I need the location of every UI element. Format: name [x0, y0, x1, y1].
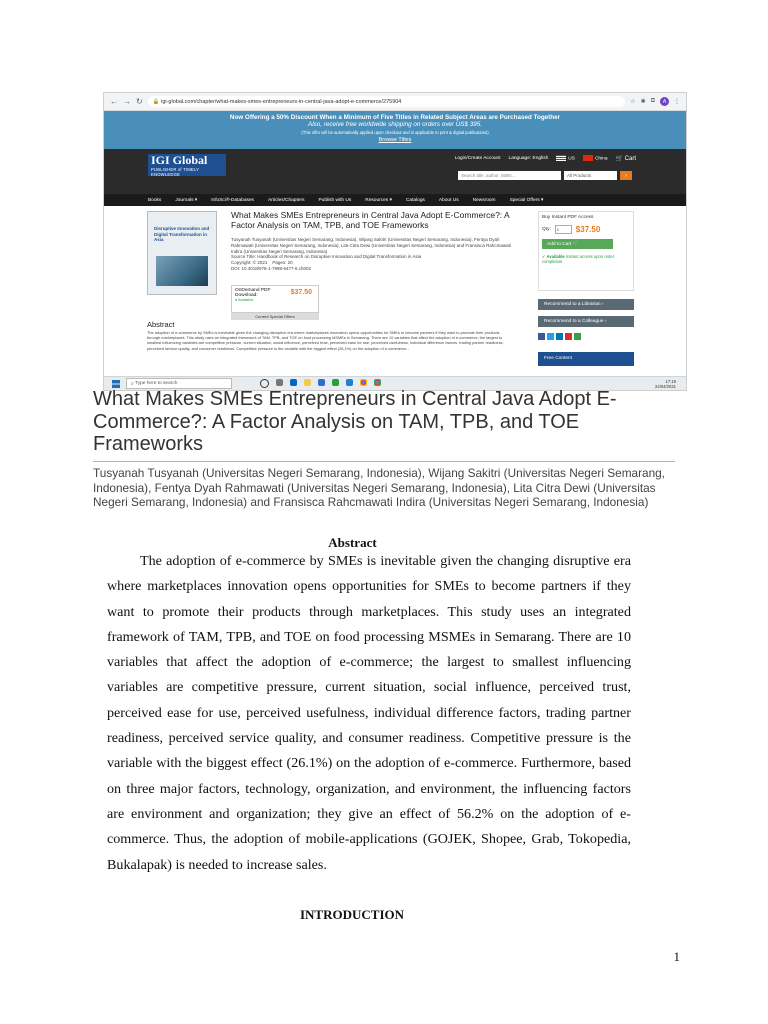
language-select[interactable]: Language: English — [508, 156, 549, 161]
screenshot-abstract-heading: Abstract — [147, 320, 175, 329]
promo-line-1: Now Offering a 50% Discount When a Minimum of Five Titles in Related Subject Areas are Purchased Together — [229, 114, 561, 121]
menu-about[interactable]: About Us — [438, 198, 459, 203]
qty-select[interactable]: 1 — [555, 225, 572, 234]
buy-box — [538, 211, 634, 291]
cover-graphic — [156, 256, 208, 286]
system-tray[interactable] — [655, 379, 676, 389]
menu-newsroom[interactable]: Newsroom — [472, 198, 496, 203]
menu-journals[interactable]: Journals ▾ — [175, 198, 198, 203]
browse-titles-link[interactable]: Browse Titles — [378, 136, 412, 143]
chapter-meta — [231, 237, 521, 272]
copyright-pages: Copyright: © 2021 Pages: 20 — [231, 260, 293, 266]
search-icon: ⌕ — [131, 381, 136, 387]
special-offers-button[interactable]: Current Special Offers — [231, 313, 319, 320]
avatar[interactable]: A — [660, 97, 669, 106]
menu-books[interactable]: Books — [148, 198, 162, 203]
source-title[interactable]: Source Title: Handbook of Research on Disruptive Innovation and Digital Transformation in Asia — [231, 254, 422, 260]
add-to-cart-button[interactable]: Add to Cart 🛒 — [542, 239, 613, 249]
edge-icon[interactable] — [290, 379, 297, 386]
recommend-colleague-button[interactable]: Recommend to a Colleague › — [538, 316, 634, 327]
clock-time: 17:19 — [665, 378, 676, 384]
site-search — [458, 171, 632, 180]
buy-price: $37.50 — [575, 225, 601, 234]
book-cover[interactable] — [147, 211, 217, 295]
title-rule — [93, 461, 675, 462]
linkedin-icon[interactable] — [556, 333, 563, 340]
introduction-heading: INTRODUCTION — [299, 907, 404, 922]
reload-icon[interactable]: ↻ — [136, 97, 143, 106]
ondemand-box[interactable] — [231, 285, 319, 313]
chrome-icon-2[interactable] — [374, 379, 381, 386]
chapter-title: What Makes SMEs Entrepreneurs in Central Java Adopt E-Commerce?: A Factor Analysis on TAM, TPB, and TOE Frameworks — [231, 210, 510, 230]
ondemand-label: OnDemand PDF Download: — [235, 288, 271, 298]
doi[interactable]: DOI: 10.4018/978-1-7998-6477-6.ch002 — [231, 265, 312, 271]
taskbar-apps — [260, 379, 381, 388]
windows-start-icon[interactable] — [112, 380, 120, 388]
promo-banner — [104, 111, 686, 149]
url-text: igi-global.com/chapter/what-makes-smes-entrepreneurs-in-central-java-adopt-e-commerce/275904 — [161, 98, 402, 105]
extension-icon[interactable]: ✱ — [640, 99, 646, 105]
browser-toolbar — [104, 93, 686, 111]
forward-icon[interactable]: → — [123, 97, 131, 106]
china-flag-icon — [583, 155, 593, 161]
logo-sub: PUBLISHER of TIMELY KNOWLEDGE — [151, 167, 200, 177]
cart-icon: 🛒 — [572, 241, 579, 247]
cart-icon: 🛒 — [615, 156, 623, 162]
word-icon[interactable] — [346, 379, 353, 386]
chrome-icon[interactable] — [360, 379, 367, 386]
menu-publish[interactable]: Publish with Us — [318, 198, 352, 203]
login-link[interactable]: Login/Create Account — [454, 156, 501, 161]
taskbar-search[interactable]: ⌕ Type here to search — [126, 378, 232, 389]
menu-catalogs[interactable]: Catalogs — [405, 198, 425, 203]
more-icon[interactable]: ⋮ — [674, 99, 680, 105]
screenshot-abstract-text: The adoption of e-commerce by SMEs is inevitable given the changing disruptive era where marketplaces innovation opens opportunities for SMEs to become partners if they want to promote their products through marketplaces. This study uses an integrated framework of TAM, TPB, and TOE on food processing MSMEs in Semarang. There are 10 variables that affect the adoption of e-commerce; the largest to smallest influencing variables are competitive pressure, current situation, social influence, perceived trust, perceived ease for use, perceived usefulness, individual difference factors, trading partner readiness, perceived service quality, and consumer readiness. Competitive pressure is the variable with the biggest effect (26.1%) on the adoption of e-commerce... — [147, 330, 504, 351]
header-links — [455, 155, 636, 162]
share-icon[interactable] — [574, 333, 581, 340]
promo-line-2: Also, receive free worldwide shipping on orders over US$ 395. — [308, 121, 482, 129]
back-icon[interactable]: ← — [110, 97, 118, 106]
facebook-icon[interactable] — [538, 333, 545, 340]
star-icon[interactable]: ☆ — [630, 99, 636, 105]
buy-label: Buy Instant PDF Access — [542, 215, 594, 220]
promo-line-3: (This offer will be automatically applied upon checkout and is applicable to print & digital publications) — [301, 129, 489, 135]
free-content-header[interactable]: Free Content — [538, 352, 634, 366]
task-view-icon[interactable] — [276, 379, 283, 386]
menu-infosci[interactable]: InfoSci®-Databases — [211, 198, 254, 203]
menu-special-offers[interactable]: Special Offers ▾ — [509, 198, 544, 203]
qty-label: Qty: — [542, 227, 551, 232]
chapter-authors: Tusyanah Tusyanah (Universitas Negeri Semarang, Indonesia), Wijang Sakitri (Universitas Negeri Semarang, Indonesia), Fentya Dyah Rahmawati (Universitas Negeri Semarang, Indonesia), Lita Citra Dewi (Universitas Negeri Semarang, Indonesia) and Fransisca Rahcmawati Indira (Universitas Negeri Semarang, Indonesia) — [231, 237, 511, 254]
cover-title: Disruptive Innovation and Digital Transformation in Asia — [154, 226, 210, 242]
store-icon[interactable] — [332, 379, 339, 386]
region-china[interactable]: China — [583, 155, 608, 161]
embedded-screenshot — [103, 92, 687, 391]
twitter-icon[interactable] — [547, 333, 554, 340]
paper-authors: Tusyanah Tusyanah (Universitas Negeri Semarang, Indonesia), Wijang Sakitri (Universitas Negeri Semarang, Indonesia), Fentya Dyah Rahmawati (Universitas Negeri Semarang, Indonesia), Lita Citra Dewi (Universitas Negeri Semarang, Indonesia) and Fransisca Rahcmawati Indira (Universitas Negeri Semarang, Indonesia) — [93, 466, 665, 509]
igi-logo[interactable] — [148, 154, 226, 176]
site-search-input[interactable]: Search title, author, ISBN... — [458, 171, 561, 180]
social-share — [538, 333, 581, 340]
address-bar[interactable] — [148, 96, 626, 107]
ondemand-available: ● Available — [235, 298, 254, 302]
ondemand-price: $37.50 — [290, 289, 312, 296]
site-header — [104, 149, 686, 194]
puzzle-icon[interactable]: ⧉ — [650, 98, 655, 104]
logo-main: IGI Global — [151, 153, 208, 167]
recommend-librarian-button[interactable]: Recommend to a Librarian › — [538, 299, 634, 310]
qty-row — [542, 225, 630, 234]
menu-articles[interactable]: Articles/Chapters — [267, 198, 305, 203]
abstract-body: The adoption of e-commerce by SMEs is inevitable given the changing disruptive era where marketplaces innovation opens opportunities for SMEs to become partners if they want to promote their products through marketplaces. This study uses an integrated framework of TAM, TPB, and TOE on food processing MSMEs in Semarang. There are 10 variables that affect the adoption of e-commerce; the largest to smallest influencing variables are competitive pressure, current situation, social influence, perceived trust, perceived ease for use, perceived usefulness, individual difference factors, trading partner readiness, perceived service quality, and consumer readiness. Competitive pressure is the variable with the biggest effect (26.1%) on the adoption of e-commerce. Furthermore, based on three major factors, technology, organization, and environment, the influencing factors are environment and organization; they give an effect of 56.2% on the adoption of e-commerce. Thus, the adoption of mobile-applications (GOJEK, Shopee, Grab, Tokopedia, Bukalapak) is needed to increase sales. — [107, 553, 631, 873]
search-scope-select[interactable]: All Products — [564, 171, 617, 180]
cart-link[interactable]: 🛒 Cart — [615, 156, 636, 162]
lock-icon: 🔒 — [152, 98, 162, 105]
clock-date: 24/04/2021 — [655, 383, 676, 389]
pinterest-icon[interactable] — [565, 333, 572, 340]
abstract-heading: Abstract — [328, 535, 377, 550]
menu-resources[interactable]: Resources ▾ — [365, 198, 392, 203]
region-us[interactable]: US — [556, 155, 575, 161]
us-flag-icon — [556, 155, 566, 161]
paper-title: What Makes SMEs Entrepreneurs in Central Java Adopt E-Commerce?: A Factor Analysis on TAM, TPB, and TOE Frameworks — [93, 388, 617, 455]
page-number: 1 — [673, 949, 680, 964]
chapter-content — [104, 206, 686, 372]
availability: ✓ Available Instant access upon order completion. — [542, 254, 615, 264]
mail-icon[interactable] — [318, 379, 325, 386]
file-explorer-icon[interactable] — [304, 379, 311, 386]
search-go-button[interactable]: › — [620, 171, 632, 180]
cortana-icon[interactable] — [260, 379, 269, 388]
